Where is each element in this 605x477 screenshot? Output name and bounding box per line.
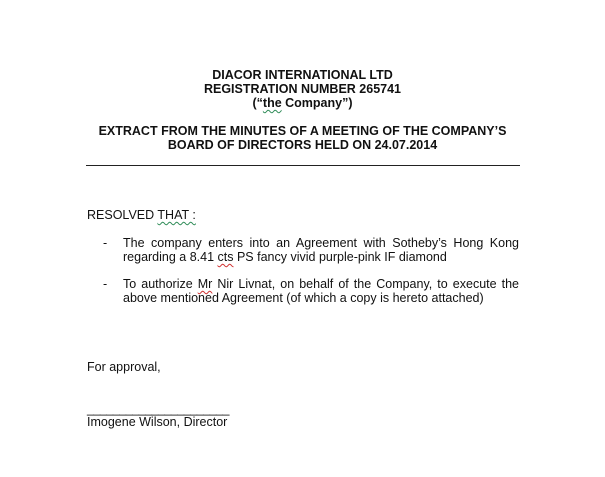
resolution-item bbox=[103, 277, 519, 307]
title-line-1: EXTRACT FROM THE MINUTES OF A MEETING OF THE COMPANY’S bbox=[98, 124, 507, 138]
company-header bbox=[0, 68, 605, 110]
registration-number: REGISTRATION NUMBER 265741 bbox=[203, 82, 402, 96]
company-defined-term bbox=[0, 96, 605, 110]
header-divider bbox=[86, 165, 520, 166]
resolved-prefix: RESOLVED bbox=[87, 208, 158, 222]
company-name: DIACOR INTERNATIONAL LTD bbox=[212, 68, 393, 82]
signature-line: ______________________ bbox=[87, 402, 229, 416]
resolution-text: Nir Livnat, on behalf of the Company, to execute the bbox=[212, 277, 519, 291]
approval-text: For approval, bbox=[87, 360, 161, 374]
resolution-text: PS fancy vivid purple-pink IF diamond bbox=[233, 250, 447, 264]
resolution-text: To authorize bbox=[123, 277, 198, 291]
minutes-extract-title bbox=[0, 124, 605, 152]
bullet-dash: - bbox=[103, 277, 108, 291]
resolution-item bbox=[103, 236, 519, 266]
defined-term-rest: Company”) bbox=[281, 96, 353, 110]
resolved-heading bbox=[87, 208, 196, 222]
title-line-2: BOARD OF DIRECTORS HELD ON 24.07.2014 bbox=[167, 138, 438, 152]
resolution-text: regarding a 8.41 bbox=[123, 250, 218, 264]
spellcheck-flagged-word: Mr bbox=[197, 277, 213, 291]
defined-term-open-quote: (“ bbox=[252, 96, 263, 110]
resolution-line: The company enters into an Agreement with Sotheby’s Hong Kong bbox=[123, 236, 519, 250]
spellcheck-flagged-word: THAT : bbox=[157, 208, 196, 222]
bullet-dash: - bbox=[103, 236, 108, 250]
resolution-line bbox=[123, 250, 519, 264]
resolution-line: above mentioned Agreement (of which a copy is hereto attached) bbox=[123, 291, 484, 305]
signatory-name: Imogene Wilson, Director bbox=[87, 415, 228, 429]
spellcheck-flagged-word: the bbox=[262, 96, 282, 110]
spellcheck-flagged-word: cts bbox=[217, 250, 234, 264]
resolution-line bbox=[123, 277, 519, 291]
